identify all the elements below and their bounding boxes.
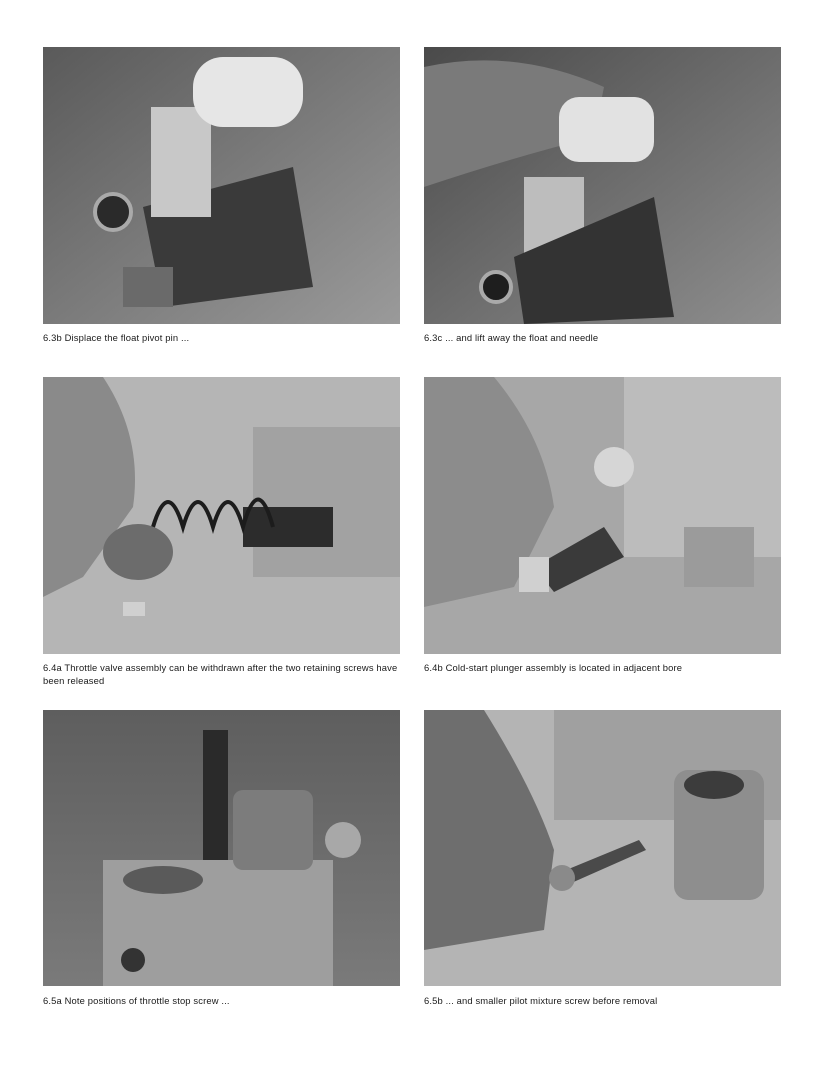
figure-caption: 6.3c ... and lift away the float and needle [424, 332, 599, 343]
figure-caption: 6.5a Note positions of throttle stop screw ... [43, 995, 230, 1006]
figure-caption: 6.3b Displace the float pivot pin ... [43, 332, 190, 343]
figure-caption: 6.4b Cold-start plunger assembly is located in adjacent bore [424, 662, 683, 673]
figure-caption: 6.4a Throttle valve assembly can be withdrawn after the two retaining screws have been released [43, 662, 398, 686]
photo-float-and-needle [424, 47, 781, 324]
photo-throttle-stop-screw [43, 710, 400, 986]
figure-caption: 6.5b ... and smaller pilot mixture screw before removal [424, 995, 658, 1006]
photo-float-pivot-pin [43, 47, 400, 324]
photo-cold-start-plunger [424, 377, 781, 654]
photo-pilot-mixture-screw [424, 710, 781, 986]
photo-throttle-valve-assembly [43, 377, 400, 654]
